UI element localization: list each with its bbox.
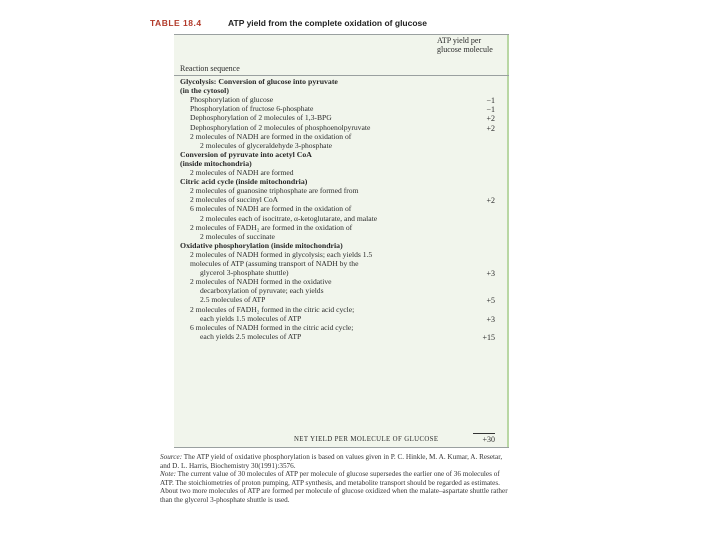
table-row: glycerol 3-phosphate shuttle) (200, 268, 289, 278)
table-row: 2 molecules of NADH formed in glycolysis; each yields 1.5 (190, 249, 373, 259)
source-label: Source: (160, 453, 183, 461)
table-row: 2.5 molecules of ATP (200, 295, 266, 305)
table-row: each yields 2.5 molecules of ATP (200, 331, 302, 341)
section-heading: Oxidative phosphorylation (inside mitochondria) (180, 240, 343, 250)
section-heading: (in the cytosol) (180, 86, 229, 96)
table-row: 2 molecules each of isocitrate, α-ketoglutarate, and malate (200, 213, 378, 223)
header-rule (174, 75, 509, 76)
table-row: each yields 1.5 molecules of ATP (200, 313, 302, 323)
table-row: 2 molecules of succinyl CoA (190, 195, 279, 205)
table-row: Phosphorylation of fructose 6-phosphate (190, 104, 314, 114)
section-heading: Glycolysis: Conversion of glucose into pyruvate (180, 77, 338, 86)
table-row: Dephosphorylation of 2 molecules of 1,3-BPG (190, 113, 332, 123)
atp-yield-value: +2 (486, 196, 495, 206)
net-yield-label: NET YIELD PER MOLECULE OF GLUCOSE (294, 436, 439, 443)
table-row: 2 molecules of succinate (200, 231, 275, 241)
table-row: Dephosphorylation of 2 molecules of phosphoenolpyruvate (190, 122, 371, 132)
table-header (150, 18, 427, 28)
table-row: 2 molecules of NADH are formed in the oxidation of (190, 131, 352, 141)
table-row: molecules of ATP (assuming transport of NADH by the (190, 259, 359, 268)
section-heading: (inside mitochondria) (180, 158, 252, 168)
table-title: ATP yield from the complete oxidation of glucose (228, 18, 427, 28)
net-yield-value: +30 (482, 435, 495, 444)
note-label: Note: (160, 470, 176, 479)
table-row: 2 molecules of NADH formed in the oxidative (190, 277, 332, 287)
column-header-atp-yield: ATP yield per glucose molecule (437, 36, 493, 54)
table-row: 2 molecules of FADH₂ formed in the citric acid cycle; (190, 304, 355, 314)
table-top-rule (174, 34, 509, 35)
table-row: 2 molecules of NADH are formed (190, 168, 294, 177)
atp-yield-value: −1 (486, 105, 495, 115)
table-row: 2 molecules of glyceraldehyde 3-phosphate (200, 140, 333, 150)
atp-yield-value: −1 (486, 96, 495, 106)
atp-yield-value: +3 (486, 269, 495, 279)
table-notes (160, 453, 510, 505)
atp-yield-value: +3 (486, 314, 495, 324)
source-note (160, 453, 510, 470)
note-paragraph (160, 470, 510, 504)
note-text: The current value of 30 molecules of ATP per molecule of glucose supersedes the earlier one of 36 molecules of ATP. The stoichiometries of proton pumping, ATP synthesis, and metabolite transport should be regarded as estimates. About two more molecules of ATP are formed per molecule of glucose oxidized when the malate–aspartate shuttle rather than the glycerol 3-phosphate shuttle is used. (160, 470, 508, 504)
table-row: 6 molecules of NADH formed in the citric acid cycle; (190, 322, 354, 332)
sum-rule (473, 433, 495, 434)
column-header-reaction-sequence: Reaction sequence (180, 64, 240, 73)
textbook-page (140, 6, 520, 530)
table-row: 2 molecules of guanosine triphosphate are formed from (190, 186, 359, 196)
table-number: TABLE 18.4 (150, 18, 202, 28)
section-heading: Citric acid cycle (inside mitochondria) (180, 177, 308, 187)
table-row: 2 molecules of FADH₂ are formed in the oxidation of (190, 222, 353, 232)
atp-yield-value: +2 (486, 123, 495, 133)
atp-yield-table (174, 34, 509, 448)
section-heading: Conversion of pyruvate into acetyl CoA (180, 149, 312, 159)
table-row: Phosphorylation of glucose (190, 95, 274, 105)
source-text: The ATP yield of oxidative phosphorylation is based on values given in P. C. Hinkle, M. A. Kumar, A. Resetar, and D. L. Harris, Biochemistry 30(1991):3576. (160, 453, 503, 470)
table-row: decarboxylation of pyruvate; each yields (200, 286, 324, 296)
atp-yield-value: +15 (482, 332, 495, 342)
table-row: 6 molecules of NADH are formed in the oxidation of (190, 204, 352, 214)
atp-yield-value: +2 (486, 114, 495, 124)
table-bottom-rule (174, 447, 509, 448)
atp-yield-value: +5 (486, 296, 495, 306)
